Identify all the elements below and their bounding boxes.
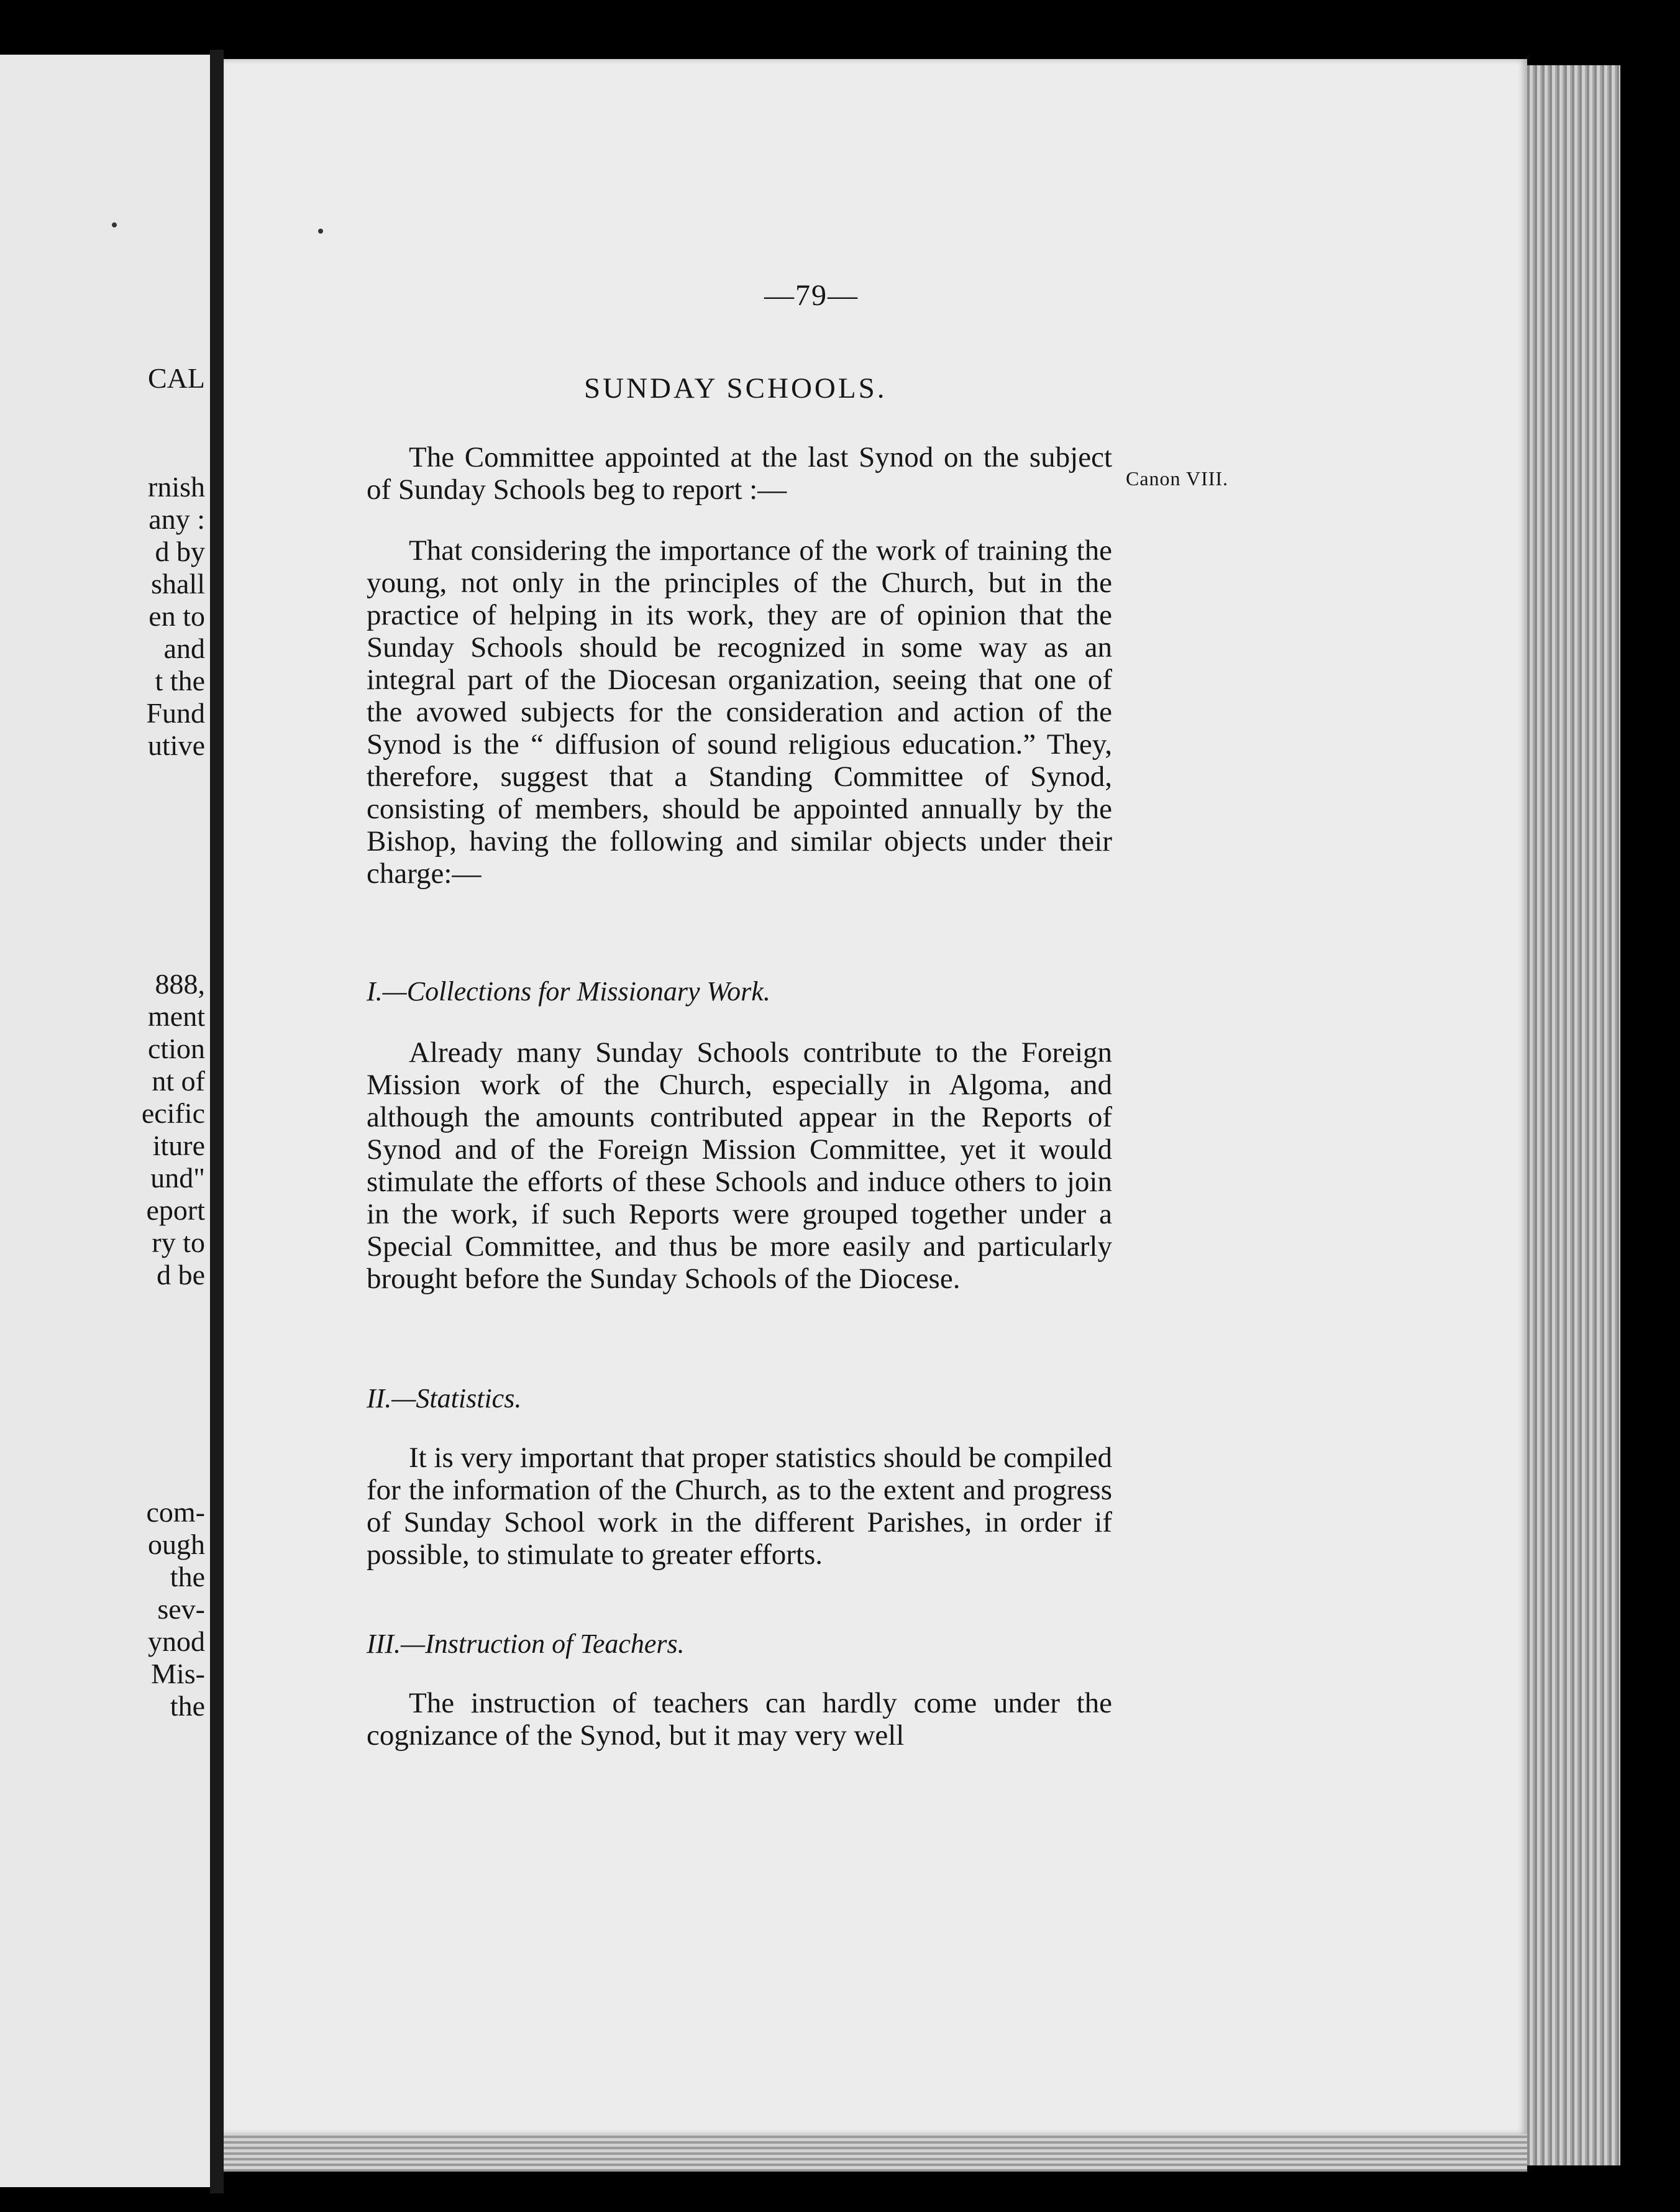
left-fragment-line: ynod (148, 1625, 205, 1657)
section-heading-collections: I.—Collections for Missionary Work. (367, 976, 770, 1007)
page-bottom-edge (224, 2134, 1527, 2172)
paper-fleck (112, 222, 117, 227)
left-fragment-line: ecific (141, 1097, 205, 1129)
section-text-collections: Already many Sunday Schools contribute to the Foreign Mission work of the Church, especially in Algoma, and although the amounts contributed appear in the Reports of Synod and of the Foreign Mission Committee, yet it would stimulate the efforts of these Schools and induce others to join in the work, if such Reports were grouped together under a Special Committee, and thus be more easily and particularly brought before the Sunday Schools of the Diocese. (367, 1036, 1112, 1295)
left-fragment-line: com- (146, 1496, 205, 1528)
left-fragment-line: ction (148, 1033, 205, 1064)
section-text-teachers: The instruction of teachers can hardly come under the cognizance of the Synod, but it may very well (367, 1687, 1112, 1752)
left-fragment-line: iture (152, 1130, 205, 1161)
left-page-fragment (0, 55, 210, 2187)
left-fragment-line: d by (155, 536, 205, 567)
page-title: SUNDAY SCHOOLS. (584, 372, 887, 404)
left-fragment-line: ough (148, 1529, 205, 1560)
section-heading-statistics: II.—Statistics. (367, 1383, 522, 1414)
margin-note: Canon VIII. (1126, 467, 1229, 490)
left-fragment-line: d be (157, 1259, 205, 1291)
left-fragment-line: utive (148, 729, 205, 761)
left-fragment-line: Mis- (151, 1658, 205, 1689)
main-paragraph: That considering the importance of the work of training the young, not only in the principles of the Church, but in the practice of helping in its work, they are of opinion that the Sunday Schools should be recognized in some way as an integral part of the Diocesan organization, seeing that one of the avowed subjects for the consideration and action of the Synod is the “ diffusion of sound religious education.” They, therefore, suggest that a Standing Committee of Synod, consisting of members, should be appointed annually by the Bishop, having the following and similar objects under their charge:— (367, 534, 1112, 890)
left-fragment-line: t the (155, 665, 205, 697)
left-fragment-line: ment (148, 1000, 205, 1032)
left-fragment-line: sev- (157, 1593, 205, 1625)
left-fragment-line: any : (148, 503, 205, 535)
page-number: —79— (764, 279, 859, 312)
left-fragment-line: rnish (148, 471, 205, 503)
left-fragment-line: the (170, 1561, 205, 1593)
book-gutter (210, 50, 224, 2193)
intro-paragraph: The Committee appointed at the last Synod on the subject of Sunday Schools beg to report :— (367, 441, 1112, 506)
left-fragment-line: eport (146, 1194, 205, 1226)
left-fragment-line: en to (148, 600, 205, 632)
left-fragment-line: and (163, 633, 205, 664)
section-heading-teachers: III.—Instruction of Teachers. (367, 1629, 685, 1659)
left-fragment-line: shall (151, 568, 205, 600)
page-edges (1527, 65, 1620, 2165)
left-fragment-line: und" (150, 1162, 205, 1194)
left-fragment-line: ry to (152, 1227, 205, 1258)
paper-fleck (318, 229, 323, 234)
left-fragment-line: 888, (155, 968, 205, 1000)
left-fragment-line: the (170, 1690, 205, 1722)
left-fragment-line: Fund (146, 697, 205, 729)
section-text-statistics: It is very important that proper statistics should be compiled for the information of the Church, as to the extent and progress of Sunday School work in the different Parishes, in order if possible, to stimulate to greater efforts. (367, 1442, 1112, 1571)
left-fragment-line: CAL (148, 362, 205, 394)
left-fragment-line: nt of (152, 1065, 205, 1097)
